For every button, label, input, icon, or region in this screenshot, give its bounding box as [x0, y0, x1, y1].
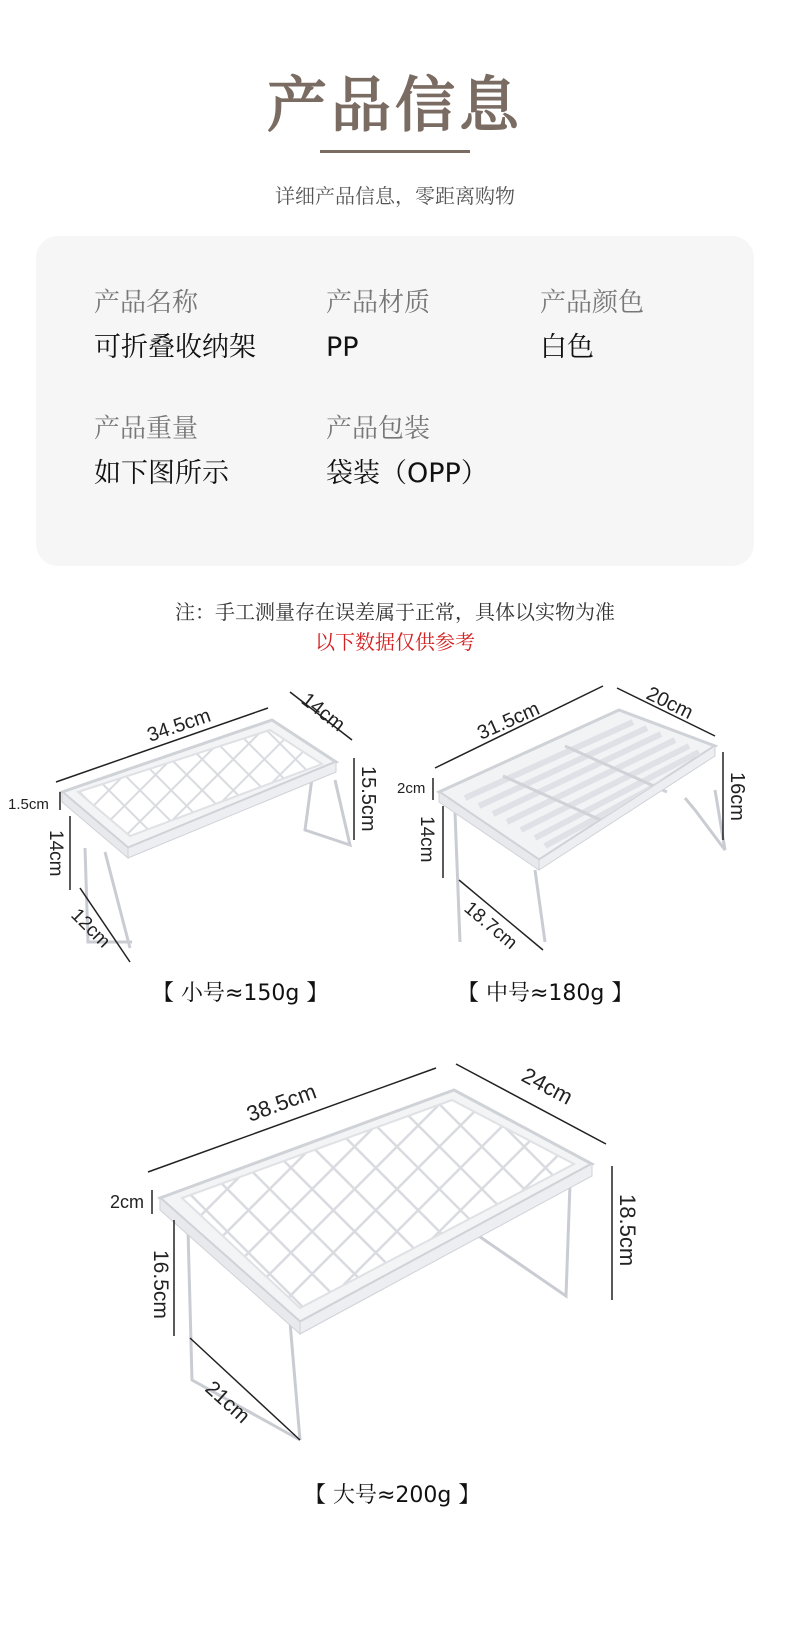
dim-width: 20cm [642, 682, 697, 724]
dim-length: 38.5cm [243, 1078, 320, 1127]
small-rack-figure [0, 680, 395, 970]
dim-length: 34.5cm [144, 704, 214, 747]
field-value: PP [326, 332, 359, 363]
field-label: 产品材质 [326, 288, 431, 318]
field-product-package [326, 412, 488, 492]
dim-base: 21cm [200, 1376, 255, 1429]
dim-rim: 1.5cm [8, 796, 49, 813]
page-title: 产品信息 [267, 71, 523, 141]
large-rack-figure [100, 1060, 660, 1460]
dim-base: 18.7cm [459, 897, 522, 954]
dim-base: 12cm [66, 904, 115, 953]
size-label-medium: 【 中号≈180g 】 [457, 981, 634, 1006]
reference-note: 以下数据仅供参考 [315, 630, 475, 654]
dim-height: 16cm [726, 772, 748, 821]
field-value: 袋装（OPP） [326, 458, 488, 489]
size-label-small: 【 小号≈150g 】 [152, 981, 329, 1006]
size-label-large: 【 大号≈200g 】 [304, 1483, 481, 1508]
field-label: 产品重量 [94, 414, 199, 444]
medium-rack-figure [395, 680, 790, 970]
field-product-material [326, 286, 430, 366]
measurement-note: 注：手工测量存在误差属于正常，具体以实物为准 [175, 600, 615, 624]
product-info-card [36, 236, 754, 566]
field-label: 产品颜色 [540, 288, 645, 318]
field-label: 产品包装 [326, 414, 431, 444]
field-product-name [94, 286, 256, 366]
title-underline [320, 150, 470, 153]
rack-product-image [62, 720, 350, 948]
dim-height: 18.5cm [615, 1194, 640, 1267]
page-subtitle: 详细产品信息，零距离购物 [275, 184, 515, 208]
field-product-weight [94, 412, 229, 492]
field-value: 如下图所示 [94, 458, 229, 489]
dim-rim: 2cm [110, 1192, 145, 1212]
field-product-color [540, 286, 644, 366]
dim-length: 31.5cm [474, 697, 543, 745]
dim-height: 15.5cm [357, 766, 379, 832]
dim-width: 24cm [517, 1062, 577, 1110]
dim-leg: 14cm [416, 816, 437, 863]
dim-leg: 16.5cm [149, 1250, 172, 1319]
field-label: 产品名称 [94, 288, 199, 318]
dim-width: 14cm [296, 688, 350, 737]
field-value: 可折叠收纳架 [94, 332, 256, 363]
dim-rim: 2cm [397, 780, 426, 797]
field-value: 白色 [540, 332, 594, 363]
dim-leg: 14cm [45, 830, 66, 877]
